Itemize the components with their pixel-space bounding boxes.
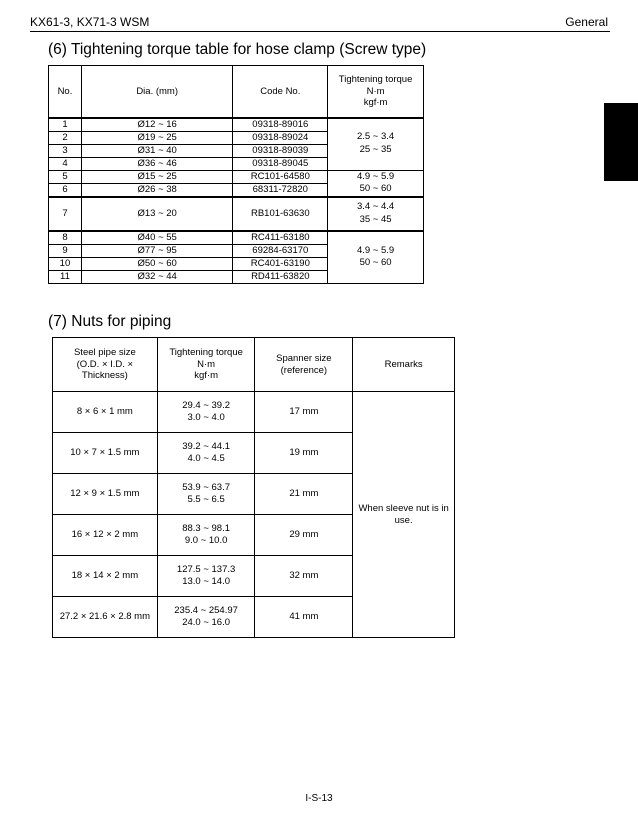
section-7-title: (7) Nuts for piping <box>48 313 172 330</box>
table-row <box>53 392 455 433</box>
torque-nm: 29.4 ~ 39.2 <box>182 400 231 412</box>
header-section: General <box>565 15 608 29</box>
cell-remarks: When sleeve nut is in use. <box>353 392 455 638</box>
header-line: (reference) <box>280 364 328 376</box>
cell-torque <box>157 556 255 597</box>
cell-spanner: 32 mm <box>255 556 353 597</box>
torque-kgfm: 50 ~ 60 <box>359 183 392 195</box>
cell-code: RD411-63820 <box>233 270 328 283</box>
cell-code: RB101-63630 <box>233 197 328 231</box>
cell-dia: Ø31 ~ 40 <box>81 144 233 157</box>
cell-code: 69284-63170 <box>233 245 328 258</box>
header-torque <box>157 338 255 392</box>
header-line: N·m <box>197 358 216 370</box>
cell-torque <box>157 474 255 515</box>
cell-no: 6 <box>49 183 82 197</box>
torque-kgfm: 25 ~ 35 <box>359 144 392 156</box>
piping-nuts-table <box>52 337 455 638</box>
cell-pipe-size: 16 × 12 × 2 mm <box>53 515 158 556</box>
header-line: Steel pipe size <box>73 346 136 358</box>
header-line: (O.D. × I.D. × <box>76 358 134 370</box>
cell-torque <box>157 597 255 638</box>
torque-nm: 53.9 ~ 63.7 <box>182 482 231 494</box>
cell-pipe-size: 12 × 9 × 1.5 mm <box>53 474 158 515</box>
header-model: KX61-3, KX71-3 WSM <box>30 15 150 29</box>
cell-torque-group <box>328 197 424 231</box>
header-line: Tightening torque <box>169 346 243 358</box>
table-row <box>49 170 424 183</box>
torque-nm: 2.5 ~ 3.4 <box>356 131 395 143</box>
cell-spanner: 29 mm <box>255 515 353 556</box>
cell-code: RC101-64580 <box>233 170 328 183</box>
table-row <box>49 118 424 131</box>
cell-dia: Ø40 ~ 55 <box>81 231 233 244</box>
cell-spanner: 21 mm <box>255 474 353 515</box>
header-torque-line: kgf·m <box>363 97 388 109</box>
table-row <box>49 231 424 244</box>
cell-spanner: 41 mm <box>255 597 353 638</box>
torque-nm: 3.4 ~ 4.4 <box>356 201 395 213</box>
cell-no: 5 <box>49 170 82 183</box>
section-tab-marker <box>604 103 638 181</box>
cell-no: 7 <box>49 197 82 231</box>
cell-no: 2 <box>49 131 82 144</box>
torque-kgfm: 24.0 ~ 16.0 <box>182 617 231 628</box>
header-remarks: Remarks <box>353 338 455 392</box>
cell-torque-group <box>328 170 424 197</box>
table-row <box>49 197 424 231</box>
header-pipe-size <box>53 338 158 392</box>
cell-dia: Ø26 ~ 38 <box>81 183 233 197</box>
cell-code: 68311-72820 <box>233 183 328 197</box>
page-number: I-S-13 <box>305 793 333 804</box>
cell-dia: Ø36 ~ 46 <box>81 157 233 170</box>
cell-spanner: 19 mm <box>255 433 353 474</box>
header-code: Code No. <box>233 66 328 119</box>
cell-torque-group <box>328 118 424 170</box>
torque-kgfm: 50 ~ 60 <box>359 257 392 269</box>
cell-code: RC411-63180 <box>233 231 328 244</box>
cell-code: 09318-89039 <box>233 144 328 157</box>
cell-pipe-size: 18 × 14 × 2 mm <box>53 556 158 597</box>
header-spanner <box>255 338 353 392</box>
cell-no: 9 <box>49 245 82 258</box>
torque-nm: 127.5 ~ 137.3 <box>176 564 236 576</box>
torque-nm: 235.4 ~ 254.97 <box>174 605 238 617</box>
torque-kgfm: 13.0 ~ 14.0 <box>182 576 231 587</box>
cell-code: 09318-89016 <box>233 118 328 131</box>
table-header-row <box>49 66 424 119</box>
cell-no: 1 <box>49 118 82 131</box>
header-no: No. <box>49 66 82 119</box>
torque-kgfm: 9.0 ~ 10.0 <box>184 535 228 546</box>
cell-dia: Ø32 ~ 44 <box>81 270 233 283</box>
cell-no: 3 <box>49 144 82 157</box>
torque-nm: 88.3 ~ 98.1 <box>182 523 231 535</box>
cell-dia: Ø13 ~ 20 <box>81 197 233 231</box>
torque-kgfm: 4.0 ~ 4.5 <box>187 453 225 464</box>
cell-dia: Ø12 ~ 16 <box>81 118 233 131</box>
cell-torque <box>157 392 255 433</box>
cell-dia: Ø15 ~ 25 <box>81 170 233 183</box>
header-torque <box>328 66 424 119</box>
cell-dia: Ø19 ~ 25 <box>81 131 233 144</box>
torque-kgfm: 5.5 ~ 6.5 <box>187 494 225 505</box>
cell-pipe-size: 10 × 7 × 1.5 mm <box>53 433 158 474</box>
torque-nm: 39.2 ~ 44.1 <box>182 441 231 453</box>
cell-torque-group <box>328 231 424 283</box>
cell-pipe-size: 8 × 6 × 1 mm <box>53 392 158 433</box>
cell-no: 11 <box>49 270 82 283</box>
torque-kgfm: 35 ~ 45 <box>359 214 392 226</box>
cell-no: 10 <box>49 257 82 270</box>
header-dia: Dia. (mm) <box>81 66 233 119</box>
cell-no: 8 <box>49 231 82 244</box>
hose-clamp-torque-table <box>48 65 424 284</box>
header-line: Spanner size <box>276 352 332 364</box>
cell-dia: Ø50 ~ 60 <box>81 257 233 270</box>
table-header-row <box>53 338 455 392</box>
cell-code: 09318-89045 <box>233 157 328 170</box>
cell-torque <box>157 433 255 474</box>
header-line: kgf·m <box>194 370 218 382</box>
header-rule <box>30 31 610 32</box>
cell-dia: Ø77 ~ 95 <box>81 245 233 258</box>
torque-nm: 4.9 ~ 5.9 <box>356 244 395 256</box>
cell-code: RC401-63190 <box>233 257 328 270</box>
torque-nm: 4.9 ~ 5.9 <box>356 170 395 182</box>
cell-code: 09318-89024 <box>233 131 328 144</box>
cell-spanner: 17 mm <box>255 392 353 433</box>
section-6-title: (6) Tightening torque table for hose clamp (Screw type) <box>48 41 427 58</box>
cell-pipe-size: 27.2 × 21.6 × 2.8 mm <box>53 597 158 638</box>
cell-no: 4 <box>49 157 82 170</box>
cell-torque <box>157 515 255 556</box>
header-line: Thickness) <box>81 370 128 382</box>
header-torque-line: Tightening torque <box>338 73 413 85</box>
header-torque-line: N·m <box>366 85 385 97</box>
torque-kgfm: 3.0 ~ 4.0 <box>187 412 225 423</box>
